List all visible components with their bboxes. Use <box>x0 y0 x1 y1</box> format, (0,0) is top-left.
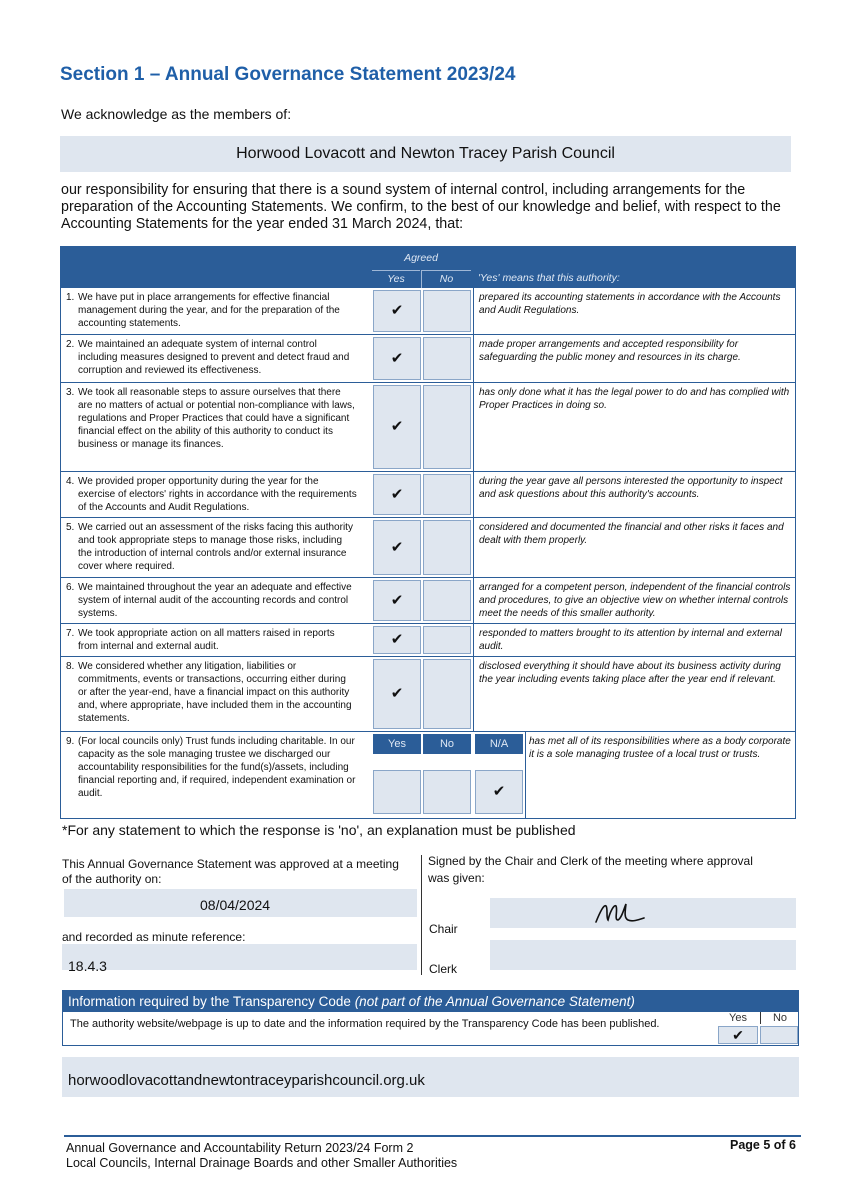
statement-text: We have put in place arrangements for effective financial management during the year, and for the preparation of the accounting statements. <box>78 292 340 329</box>
no-checkbox[interactable] <box>423 580 471 621</box>
no-header: No <box>421 270 471 289</box>
approval-date: 08/04/2024 <box>200 897 271 913</box>
no-checkbox[interactable] <box>423 290 471 332</box>
means-text: arranged for a competent person, independent of the financial controls and procedures, to give an objective view on whether internal controls meet the needs of this smaller authority. <box>473 578 795 623</box>
statement-text: We carried out an assessment of the risks facing this authority and took appropriate steps to manage those risks, including the introduction of internal controls and/or external insurance cover where required. <box>78 522 353 572</box>
yes-checkbox[interactable] <box>373 337 421 380</box>
acknowledge-text: We acknowledge as the members of: <box>61 106 292 122</box>
statement-text: We took all reasonable steps to assure ourselves that there are no matters of actual or potential non-compliance with laws, regulations and Proper Practices that could have a significant financial effect on the ability of this authority to conduct its business or manage its finances. <box>78 387 355 450</box>
transparency-header: Information required by the Transparency Code (not part of the Annual Governance Statement) <box>63 991 798 1012</box>
table-row: 2. We maintained an adequate system of internal control including measures designed to prevent and detect fraud and corruption and reviewed its effectiveness. ✔ made proper arrangements and accepted responsibility for safeguarding the public money and resources in its charge. <box>60 335 796 383</box>
means-text: has only done what it has the legal power to do and has complied with Proper Practices in doing so. <box>473 383 795 471</box>
intro-paragraph: our responsibility for ensuring that there is a sound system of internal control, including arrangements for the preparation of the Accounting Statements. We confirm, to the best of our knowledge and belief, with respect to the Accounting Statements for the year ended 31 March 2024, that: <box>61 182 781 232</box>
means-text: disclosed everything it should have about its business activity during the year including events taking place after the year end if relevant. <box>473 657 795 731</box>
yes-checkbox[interactable] <box>373 626 421 654</box>
yes-checkbox[interactable] <box>373 290 421 332</box>
minute-label: and recorded as minute reference: <box>62 930 246 944</box>
statement-text: We provided proper opportunity during the year for the exercise of electors' rights in accordance with the requirements of the Accounts and Audit Regulations. <box>78 476 357 513</box>
transparency-text: The authority website/webpage is up to date and the information required by the Transparency Code has been published. <box>70 1018 660 1030</box>
means-header: 'Yes' means that this authority: <box>478 272 620 284</box>
divider <box>421 855 422 975</box>
check-icon: ✔ <box>390 685 404 702</box>
no-checkbox[interactable] <box>423 474 471 515</box>
table-row: 3. We took all reasonable steps to assure ourselves that there are no matters of actual or potential non-compliance with laws, regulations and Proper Practices that could have a significant financial effect on the ability of this authority to conduct its business or manage its finances. ✔ has only done what it has the legal power to do and has complied with Proper Practices in doing so. <box>60 383 796 472</box>
table-row: 5. We carried out an assessment of the risks facing this authority and took appropriate steps to manage those risks, including the introduction of internal controls and/or external insurance cover where required. ✔ considered and documented the financial and other risks it faces and dealt with them properly. <box>60 518 796 578</box>
check-icon: ✔ <box>390 349 404 367</box>
clerk-signature-field[interactable] <box>490 940 796 970</box>
footer-text: Annual Governance and Accountability Return 2023/24 Form 2 Local Councils, Internal Drainage Boards and other Smaller Authorities <box>66 1141 458 1170</box>
table-row: 8. We considered whether any litigation, liabilities or commitments, events or transactions, occurring either during or after the year-end, have a financial impact on this authority and, where appropriate, have included them in the accounting statements. ✔ disclosed everything it should have about its business activity during the year including events taking place after the year end if relevant. <box>60 657 796 732</box>
table-header <box>60 246 796 288</box>
table-row: 1. We have put in place arrangements for effective financial management during the year, and for the preparation of the accounting statements. ✔ prepared its accounting statements in accordance with the Accounts and Audit Regulations. <box>60 288 796 335</box>
footnote: *For any statement to which the response is 'no', an explanation must be published <box>62 822 576 838</box>
no-checkbox[interactable] <box>423 626 471 654</box>
check-icon: ✔ <box>390 538 404 556</box>
yes-checkbox[interactable] <box>373 474 421 515</box>
no-checkbox[interactable] <box>423 337 471 380</box>
table-row: 7. We took appropriate action on all matters raised in reports from internal and external audit. ✔ responded to matters brought to its attention by internal and external audit. <box>60 624 796 657</box>
statement-text: (For local councils only) Trust funds including charitable. In our capacity as the sole managing trustee we discharged our accountability responsibilities for the fund(s)/assets, including financial reporting and, if required, independent examination or audit. <box>78 736 356 799</box>
page-number: Page 5 of 6 <box>730 1138 796 1152</box>
means-text: has met all of its responsibilities where as a body corporate it is a sole managing trustee of a local trust or trusts. <box>525 732 795 818</box>
check-icon: ✔ <box>390 418 404 435</box>
clerk-label: Clerk <box>429 962 458 976</box>
means-text: considered and documented the financial and other risks it faces and dealt with them properly. <box>473 518 795 577</box>
signed-text: Signed by the Chair and Clerk of the meeting where approval was given: <box>428 854 753 885</box>
transparency-no-label: No <box>760 1012 799 1024</box>
trust-yes-checkbox[interactable] <box>373 770 421 814</box>
table-row: 6. We maintained throughout the year an adequate and effective system of internal audit of the accounting records and control systems. ✔ arranged for a competent person, independent of the financial controls and procedures, to give an objective view on whether internal controls meet the needs of this smaller authority. <box>60 578 796 624</box>
website-address: horwoodlovacottandnewtontraceyparishcouncil.org.uk <box>68 1072 425 1089</box>
yes-header: Yes <box>372 270 420 289</box>
means-text: during the year gave all persons interested the opportunity to inspect and ask questions about this authority's accounts. <box>473 472 795 517</box>
transparency-section <box>62 990 799 1046</box>
transparency-yes-label: Yes <box>729 1012 747 1024</box>
no-checkbox[interactable] <box>423 659 471 729</box>
statement-text: We took appropriate action on all matters raised in reports from internal and external audit. <box>78 628 335 652</box>
trust-yes-header: Yes <box>373 734 421 754</box>
check-icon: ✔ <box>390 302 404 319</box>
governance-table <box>60 246 796 819</box>
yes-checkbox[interactable] <box>373 580 421 621</box>
chair-label: Chair <box>429 922 458 936</box>
means-text: made proper arrangements and accepted responsibility for safeguarding the public money and resources in its charge. <box>473 335 795 382</box>
yes-checkbox[interactable] <box>373 520 421 575</box>
no-checkbox[interactable] <box>423 385 471 469</box>
transparency-no-checkbox[interactable] <box>760 1026 798 1044</box>
trust-no-header: No <box>423 734 471 754</box>
chair-signature-icon <box>592 898 652 928</box>
section-title: Section 1 – Annual Governance Statement 2023/24 <box>60 64 516 85</box>
trust-na-header: N/A <box>475 734 523 754</box>
no-checkbox[interactable] <box>423 520 471 575</box>
trust-no-checkbox[interactable] <box>423 770 471 814</box>
table-row: 4. We provided proper opportunity during the year for the exercise of electors' rights in accordance with the requirements of the Accounts and Audit Regulations. ✔ during the year gave all persons interested the opportunity to inspect and ask questions about this authority's accounts. <box>60 472 796 518</box>
check-icon: ✔ <box>390 485 404 503</box>
means-text: prepared its accounting statements in accordance with the Accounts and Audit Regulations. <box>473 288 795 334</box>
minute-reference-field[interactable] <box>62 944 417 970</box>
check-icon: ✔ <box>390 591 404 609</box>
trust-na-checkbox[interactable] <box>475 770 523 814</box>
council-name-field: Horwood Lovacott and Newton Tracey Parish Council <box>60 136 791 172</box>
statement-text: We maintained an adequate system of internal control including measures designed to prevent and detect fraud and corruption and reviewed its effectiveness. <box>78 339 350 376</box>
yes-checkbox[interactable] <box>373 385 421 469</box>
yes-checkbox[interactable] <box>373 659 421 729</box>
table-row: 9. (For local councils only) Trust funds including charitable. In our capacity as the sole managing trustee we discharged our accountability responsibilities for the fund(s)/assets, including financial reporting and, if required, independent examination or audit. Yes No N/A ✔ has met all of its responsibilities where as a body corporate it is a sole managing trustee of a local trust or trusts. <box>60 732 796 819</box>
check-icon: ✔ <box>492 783 506 800</box>
statement-text: We considered whether any litigation, liabilities or commitments, events or transactions, occurring either during or after the year-end, have a financial impact on this authority and, where appropriate, have included them in the accounting statements. <box>78 661 352 724</box>
means-text: responded to matters brought to its attention by internal and external audit. <box>473 624 795 656</box>
approval-text: This Annual Governance Statement was approved at a meeting of the authority on: <box>62 857 399 886</box>
footer-divider <box>64 1135 801 1137</box>
minute-reference: 18.4.3 <box>68 958 107 974</box>
check-icon: ✔ <box>390 631 404 648</box>
statement-text: We maintained throughout the year an adequate and effective system of internal audit of the accounting records and control systems. <box>78 582 352 619</box>
transparency-yes-checkbox[interactable]: ✔ <box>718 1026 758 1044</box>
agreed-header: Agreed <box>404 252 438 264</box>
